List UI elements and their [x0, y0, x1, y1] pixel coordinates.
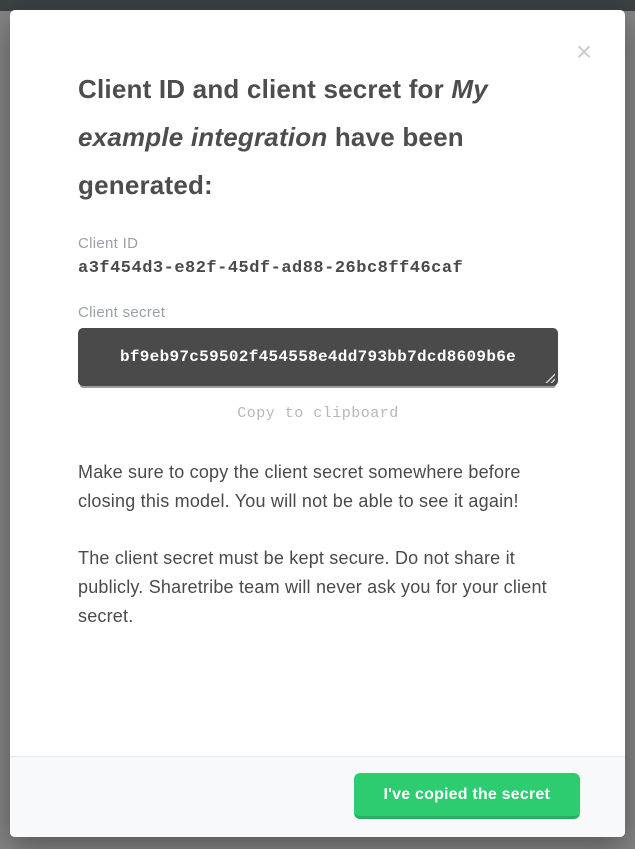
client-credentials-modal	[10, 10, 625, 837]
client-secret-label: Client secret	[78, 304, 166, 321]
resize-handle-icon[interactable]	[545, 373, 555, 383]
client-id-label: Client ID	[78, 235, 139, 252]
warning-copy-secret: Make sure to copy the client secret somewhere before closing this model. You will not be able to see it again!	[78, 462, 521, 511]
modal-title-prefix: Client ID and client secret for	[78, 74, 452, 104]
close-icon[interactable]: ×	[575, 36, 593, 67]
modal-title	[78, 65, 548, 209]
copy-to-clipboard-button[interactable]: Copy to clipboard	[237, 405, 399, 422]
modal-footer	[10, 756, 625, 837]
warning-keep-secure: The client secret must be kept secure. Do not share it publicly. Sharetribe team will never ask you for your client secret.	[78, 548, 547, 626]
client-id-value: a3f454d3-e82f-45df-ad88-26bc8ff46caf	[78, 259, 464, 278]
client-secret-value: bf9eb97c59502f454558e4dd793bb7dcd8609b6e	[119, 348, 517, 366]
integration-name: My example integration	[78, 74, 488, 152]
modal-body	[10, 10, 625, 631]
copied-secret-confirm-button[interactable]: I've copied the secret	[354, 773, 581, 819]
modal-title-suffix: have been generated:	[78, 122, 464, 200]
client-secret-textarea[interactable]	[78, 328, 558, 386]
